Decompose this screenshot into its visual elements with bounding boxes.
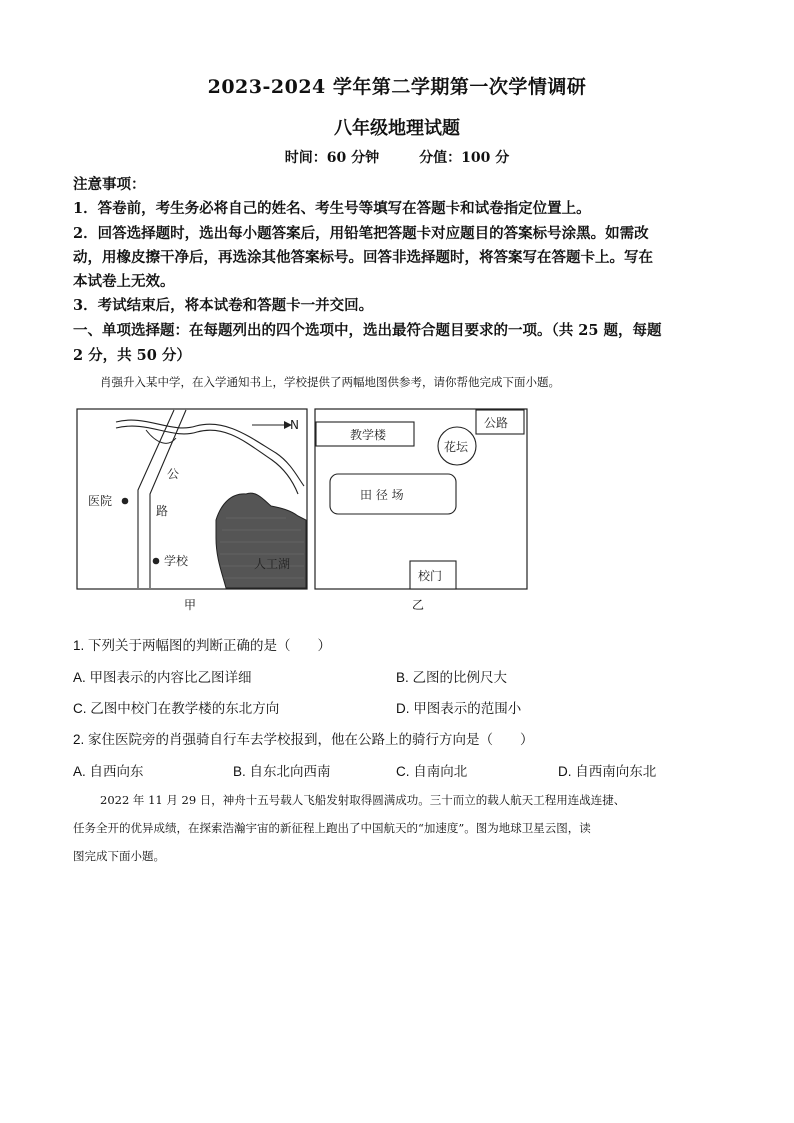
map-jia: [76, 408, 308, 592]
flower-bed-label: 花坛: [444, 440, 469, 454]
passage-line: 2022 年 11 月 29 日，神舟十五号载人飞船发射取得圆满成功。三十而立的载人航天工程用连战连捷、: [100, 793, 626, 807]
hospital-dot: [122, 498, 129, 505]
teaching-building-label: 教学楼: [350, 428, 387, 442]
gate-label: 校门: [418, 569, 443, 583]
notes-line: 动，用橡皮擦干净后，再选涂其他答案标号。回答非选择题时，将答案写在答题卡上。写在: [73, 249, 653, 266]
north-label: N: [290, 418, 299, 432]
school-dot: [153, 558, 160, 565]
section-heading: 一、单项选择题：在每题列出的四个选项中，选出最符合题目要求的一项。（共 25 题，每题: [73, 322, 662, 339]
school-label: 学校: [164, 554, 189, 568]
road-label: 公: [167, 467, 180, 481]
exam-title: 2023-2024 学年第二学期第一次学情调研: [207, 76, 587, 98]
map-yi: [314, 408, 528, 592]
map-jia-caption: 甲: [184, 598, 197, 612]
question-stem: 2. 家住医院旁的肖强骑自行车去学校报到，他在公路上的骑行方向是（ ）: [73, 732, 534, 747]
passage-line: 任务全开的优异成绩，在探索浩瀚宇宙的新征程上跑出了中国航天的“加速度”。图为地球卫星云图，读: [73, 821, 591, 835]
question-option: D. 自西南向东北: [558, 764, 657, 779]
map-yi-caption: 乙: [412, 598, 425, 612]
notes-line: 1．答卷前，考生务必将自己的姓名、考生号等填写在答题卡和试卷指定位置上。: [73, 200, 591, 217]
road-label: 路: [156, 504, 169, 518]
question-option: A. 自西向东: [73, 764, 144, 779]
question-option: B. 自东北向西南: [233, 764, 331, 779]
question-option: C. 自南向北: [396, 764, 468, 779]
notes-line: 2．回答选择题时，选出每小题答案后，用铅笔把答题卡对应题目的答案标号涂黑。如需改: [73, 225, 649, 242]
passage-line: 图完成下面小题。: [73, 849, 165, 863]
hospital-label: 医院: [88, 494, 113, 508]
road-box-label: 公路: [484, 416, 509, 430]
notes-line: 本试卷上无效。: [73, 273, 175, 290]
question-option: A. 甲图表示的内容比乙图详细: [73, 670, 252, 685]
section-intro: 肖强升入某中学，在入学通知书上，学校提供了两幅地图供参考，请你帮他完成下面小题。: [100, 375, 560, 389]
question-option: C. 乙图中校门在教学楼的东北方向: [73, 701, 280, 716]
field-label: 田 径 场: [360, 488, 404, 502]
exam-score: 分值：100 分: [419, 150, 510, 166]
question-option: D. 甲图表示的范围小: [396, 701, 522, 716]
exam-time-score: [0, 147, 794, 167]
question-option: B. 乙图的比例尺大: [396, 670, 508, 685]
notes-line: 3．考试结束后，将本试卷和答题卡一并交回。: [73, 297, 374, 314]
question-stem: 1. 下列关于两幅图的判断正确的是（ ）: [73, 638, 332, 653]
exam-time: 时间：60 分钟: [284, 150, 380, 166]
exam-subtitle: 八年级地理试题: [334, 118, 460, 139]
lake-label: 人工湖: [254, 557, 291, 571]
section-heading-cont: 2 分，共 50 分）: [73, 347, 191, 364]
notes-heading: 注意事项：: [73, 176, 146, 193]
